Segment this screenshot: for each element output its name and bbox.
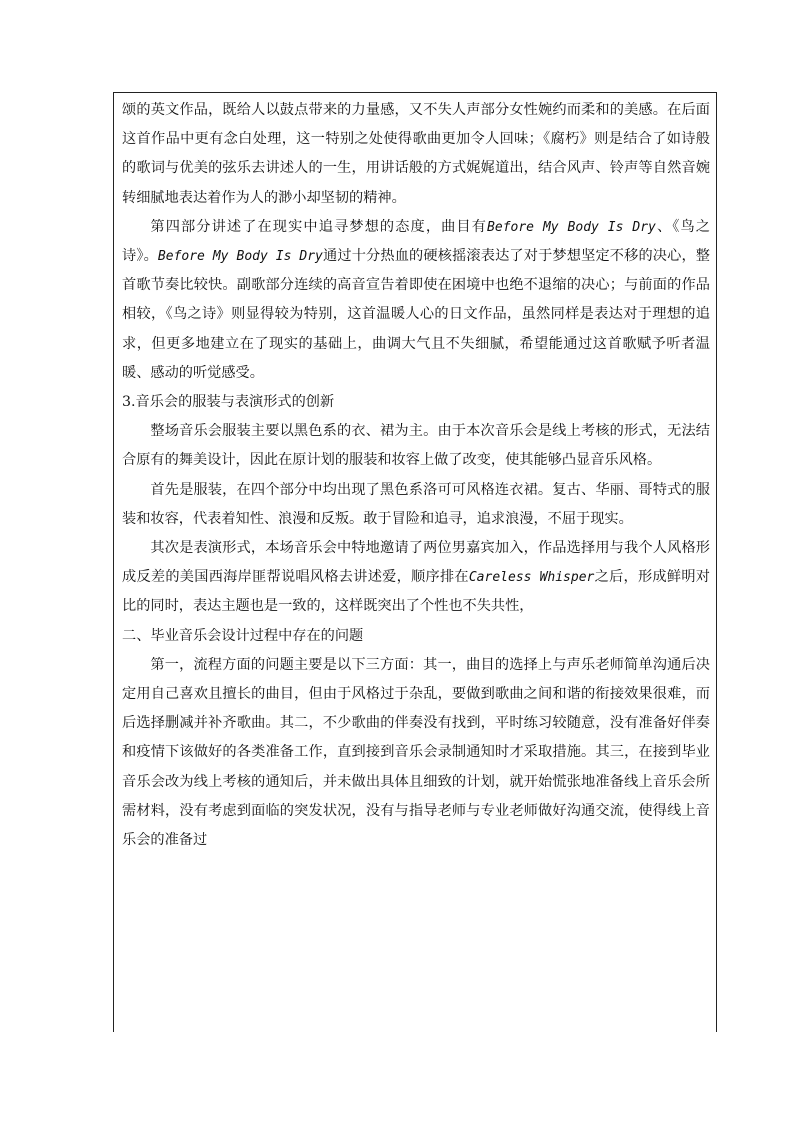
paragraph-text: 、《鸟之诗》。 [122,218,710,265]
paragraph-text: 第四部分讲述了在现实中追寻梦想的态度，曲目有 [150,218,488,235]
paragraph-text: 二、毕业音乐会设计过程中存在的问题 [122,627,364,644]
section-heading [122,388,710,417]
paragraph-text: 其次是表演形式，本场音乐会中特地邀请了两位男嘉宾加入，作品选择用与我个人风格形成反差的美国西海岸匪帮说唱风格去讲述爱，顺序排在 [122,540,710,586]
paragraph [122,96,710,213]
section-heading [122,622,710,651]
paragraph-text: 整场音乐会服装主要以黑色系的衣、裙为主。由于本次音乐会是线上考核的形式，无法结合原有的舞美设计，因此在原计划的服装和妆容上做了改变，使其能够凸显音乐风格。 [122,423,710,469]
song-title: Careless Whisper [468,570,595,586]
document-body [122,96,710,855]
paragraph [122,213,710,388]
song-title: Before My Body Is Dry [157,249,323,265]
paragraph-text: 通过十分热血的硬核摇滚表达了对于梦想坚定不移的决心，整首歌节奏比较快。副歌部分连续的高音宣告着即使在困境中也绝不退缩的决心；与前面的作品相较，《鸟之诗》则显得较为特别，这首温暖人心的日文作品，虽然同样是表达对于理想的追求，但更多地建立在了现实的基础上，曲调大气且不失细腻，希望能通过这首歌赋予听者温暖、感动的听觉感受。 [122,248,710,381]
paragraph [122,417,710,475]
paragraph-text: 颂的英文作品，既给人以鼓点带来的力量感，又不失人声部分女性婉约而柔和的美感。在后面这首作品中更有念白处理，这一特别之处使得歌曲更加令人回味；《腐朽》则是结合了如诗般的歌词与优美的弦乐去讲述人的一生，用讲话般的方式娓娓道出，结合风声、铃声等自然音婉转细腻地表达着作为人的渺小却坚韧的精神。 [122,102,710,206]
paragraph [122,476,710,534]
paragraph [122,534,710,622]
paragraph-text: 3.音乐会的服装与表演形式的创新 [122,394,335,411]
paragraph-text: 第一，流程方面的问题主要是以下三方面：其一，曲目的选择上与声乐老师简单沟通后决定用自己喜欢且擅长的曲目，但由于风格过于杂乱，要做到歌曲之间和谐的衔接效果很难，而后选择删减并补齐歌曲。其二，不少歌曲的伴奏没有找到，平时练习较随意，没有准备好伴奏和疫情下该做好的各类准备工作，直到接到音乐会录制通知时才采取措施。其三，在接到毕业音乐会改为线上考核的通知后，并未做出具体且细致的计划，就开始慌张地准备线上音乐会所需材料，没有考虑到面临的突发状况，没有与指导老师与专业老师做好沟通交流，使得线上音乐会的准备过 [122,656,710,849]
song-title: Before My Body Is Dry [487,219,656,235]
paragraph [122,651,710,855]
paragraph-text: 首先是服装，在四个部分中均出现了黑色系洛可可风格连衣裙。复古、华丽、哥特式的服装和妆容，代表着知性、浪漫和反叛。敢于冒险和追寻，追求浪漫，不屈于现实。 [122,481,710,527]
paragraph-text: 之后，形成鲜明对比的同时，表达主题也是一致的，这样既突出了个性也不失共性， [122,569,710,615]
